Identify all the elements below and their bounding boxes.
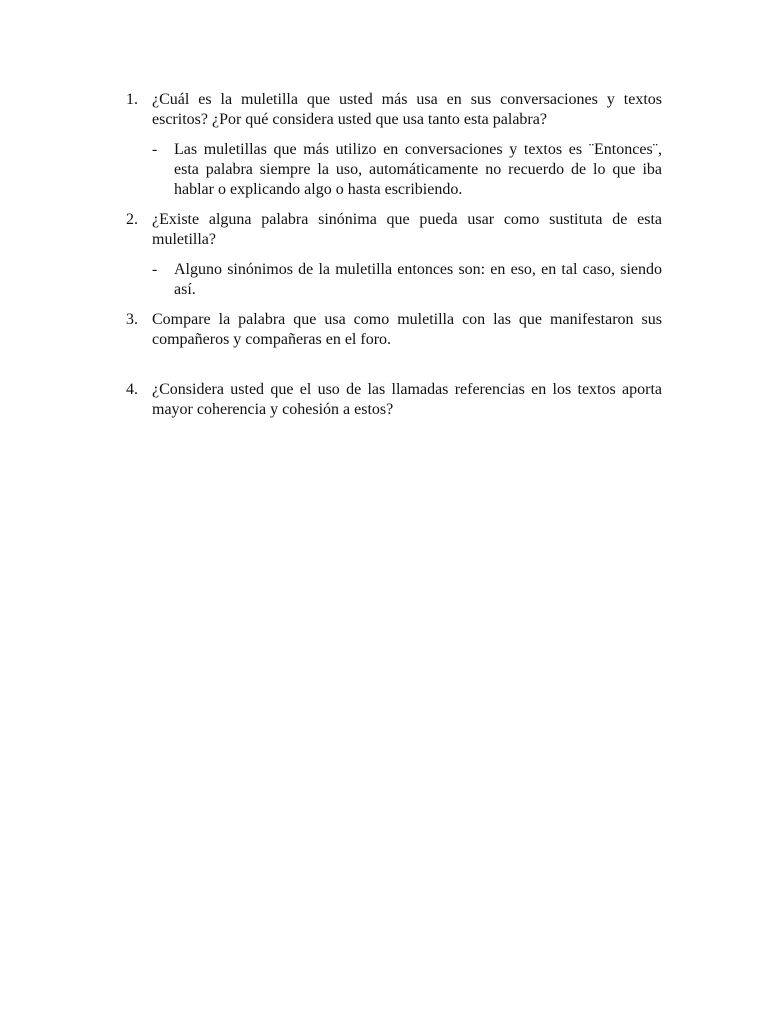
question-number: 3. — [126, 311, 138, 328]
question-text: ¿Cuál es la muletilla que usted más usa en sus conversaciones y textos escritos? ¿Por qué considera usted que usa tanto esta palabra? — [152, 91, 662, 128]
question-item-3 — [126, 310, 662, 350]
question-number: 1. — [126, 91, 138, 108]
answer-item-1 — [152, 140, 662, 200]
question-list — [126, 90, 662, 420]
question-number: 2. — [126, 211, 138, 228]
question-text: ¿Considera usted que el uso de las llamadas referencias en los textos aporta mayor coherencia y cohesión a estos? — [152, 381, 662, 418]
question-item-1 — [126, 90, 662, 200]
answer-bullet: - — [152, 141, 158, 158]
answer-item-2 — [152, 260, 662, 300]
question-item-4 — [126, 380, 662, 420]
question-text: ¿Existe alguna palabra sinónima que pueda usar como sustituta de esta muletilla? — [152, 211, 662, 248]
question-number: 4. — [126, 381, 138, 398]
question-text: Compare la palabra que usa como muletilla con las que manifestaron sus compañeros y compañeras en el foro. — [152, 311, 662, 348]
answer-text: Las muletillas que más utilizo en conversaciones y textos es ¨Entonces¨, esta palabra siempre la uso, automáticamente no recuerdo de lo que iba hablar o explicando algo o hasta escribiendo. — [174, 141, 662, 198]
question-item-2 — [126, 210, 662, 300]
answer-bullet: - — [152, 261, 158, 278]
answer-text: Alguno sinónimos de la muletilla entonces son: en eso, en tal caso, siendo así. — [174, 261, 662, 298]
